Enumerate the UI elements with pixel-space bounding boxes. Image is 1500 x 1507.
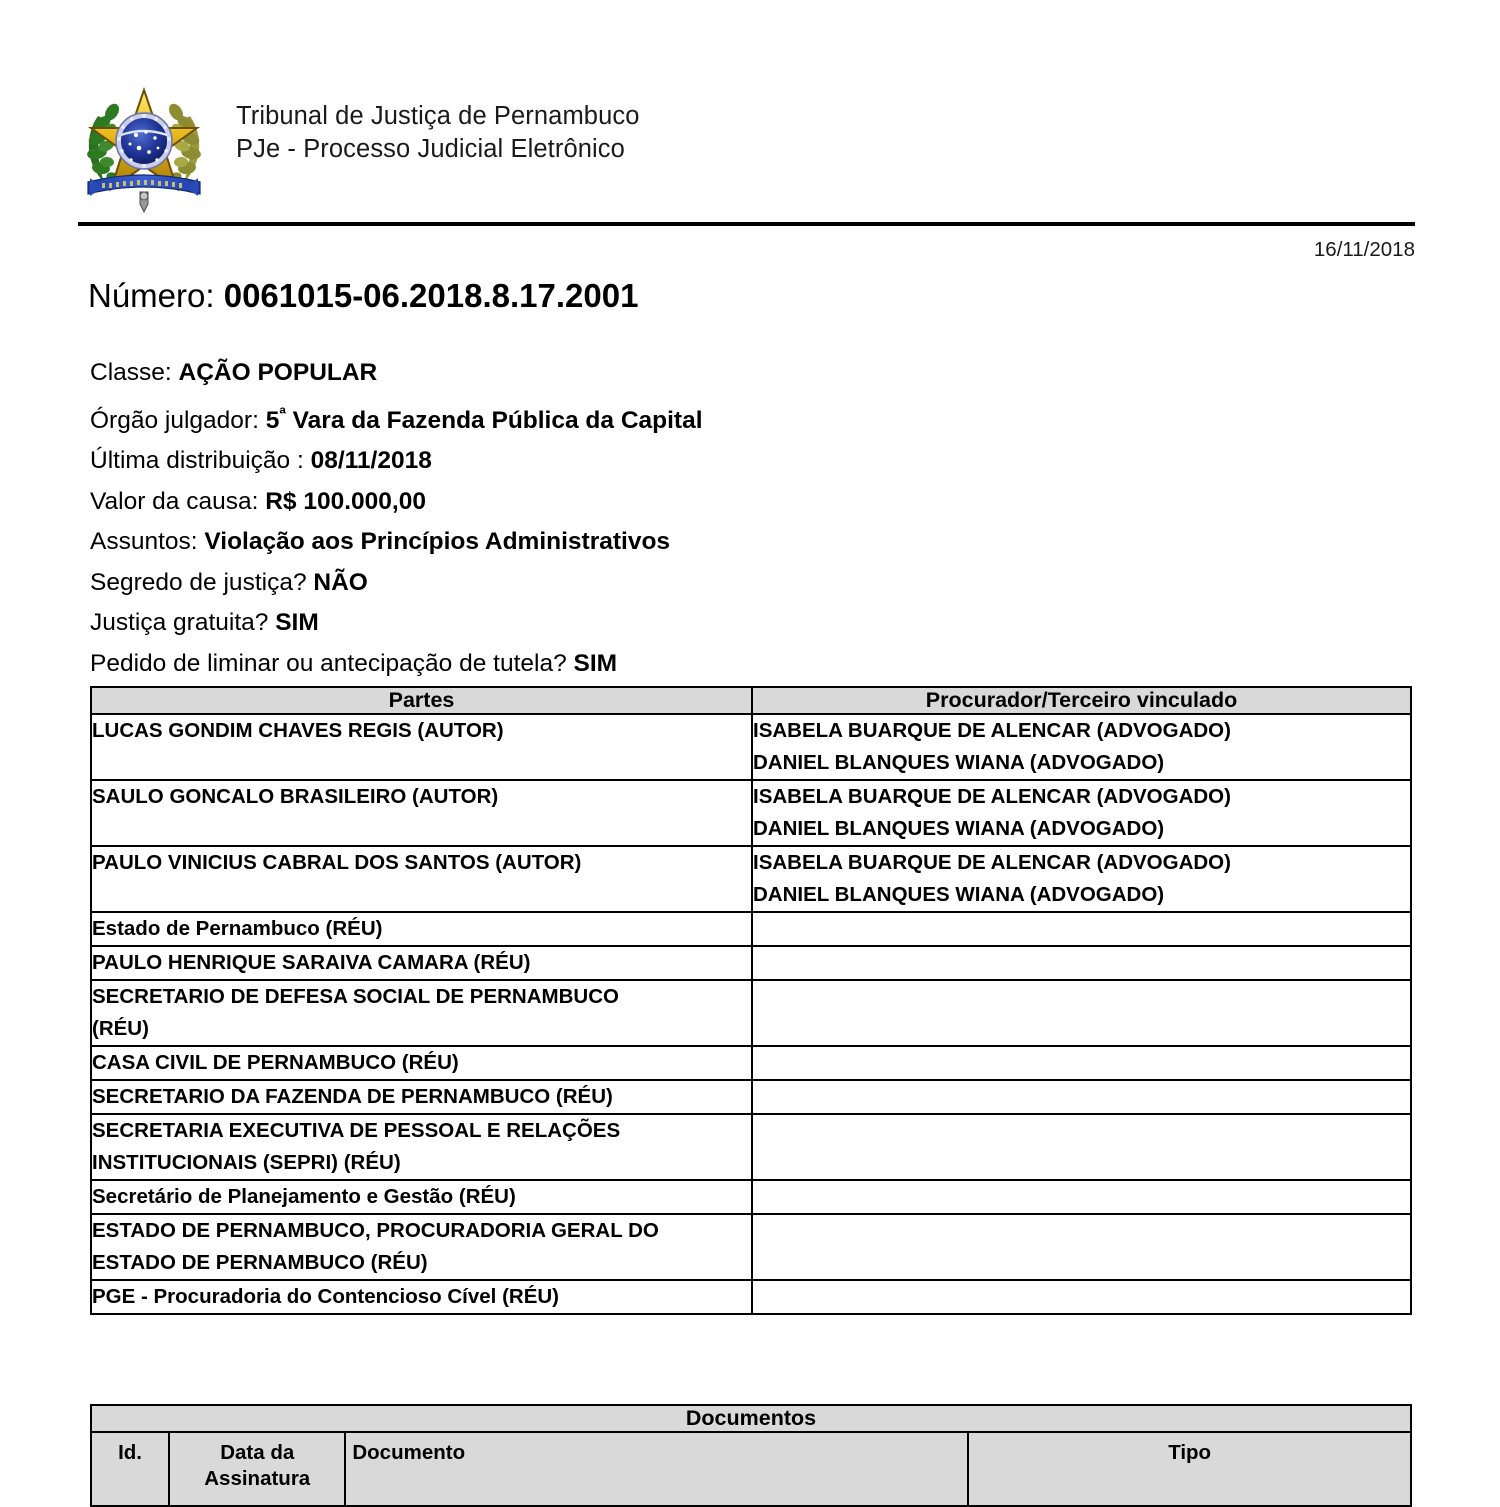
parte-cell <box>91 1114 752 1180</box>
documents-table <box>90 1404 1412 1507</box>
parte-cell <box>91 846 752 912</box>
table-row <box>91 846 1411 912</box>
procurador-cell <box>752 946 1411 980</box>
header-divider <box>78 222 1415 226</box>
parte-cell <box>91 1046 752 1080</box>
empty-cell <box>753 1215 1410 1247</box>
cell-line: CASA CIVIL DE PERNAMBUCO (RÉU) <box>92 1051 459 1074</box>
document-date: 16/11/2018 <box>1313 238 1415 261</box>
case-meta-value: R$ 100.000,00 <box>265 487 426 515</box>
procurador-cell <box>752 1280 1411 1314</box>
page-title <box>88 277 638 315</box>
parte-cell <box>91 1180 752 1214</box>
cell-line: ESTADO DE PERNAMBUCO, PROCURADORIA GERAL DO <box>92 1219 659 1242</box>
cell-line: SECRETARIO DA FAZENDA DE PERNAMBUCO (RÉU) <box>92 1085 613 1108</box>
case-meta-row <box>90 394 1410 442</box>
case-meta-label: Justiça gratuita? <box>90 609 276 637</box>
cell-line: Secretário de Planejamento e Gestão (RÉU) <box>92 1185 516 1208</box>
empty-cell <box>753 1281 1410 1313</box>
empty-cell <box>753 1115 1410 1147</box>
case-meta-value: NÃO <box>313 568 368 596</box>
parties-table-header-row <box>91 687 1411 714</box>
table-row <box>91 1280 1411 1314</box>
empty-cell <box>753 1181 1410 1213</box>
empty-cell <box>753 1047 1410 1079</box>
case-meta-value: $5^ª$ Vara da Fazenda Pública da Capital <box>265 403 703 434</box>
cell-line: Estado de Pernambuco (RÉU) <box>92 917 383 940</box>
procurador-cell <box>752 780 1411 846</box>
case-meta-row <box>90 563 1410 604</box>
cell-line: PAULO HENRIQUE SARAIVA CAMARA (RÉU) <box>92 951 531 974</box>
cell-line: (RÉU) <box>92 1017 149 1040</box>
numero-label: Número: <box>88 277 215 314</box>
cell-line: DANIEL BLANQUES WIANA (ADVOGADO) <box>753 751 1165 774</box>
ordinal-indicator: ª <box>279 403 286 424</box>
table-row <box>91 980 1411 1046</box>
cell-line: ESTADO DE PERNAMBUCO (RÉU) <box>92 1251 428 1274</box>
case-meta-label: Órgão julgador: <box>90 406 266 434</box>
case-meta-value: SIM <box>275 609 319 637</box>
parte-cell <box>91 980 752 1046</box>
cell-line: ISABELA BUARQUE DE ALENCAR (ADVOGADO) <box>753 719 1231 742</box>
procurador-cell <box>752 980 1411 1046</box>
procurador-cell <box>752 912 1411 946</box>
empty-cell <box>753 1081 1410 1113</box>
procurador-cell <box>752 714 1411 780</box>
document-header <box>78 78 1415 223</box>
cell-line: SECRETARIA EXECUTIVA DE PESSOAL E RELAÇÕES <box>92 1119 621 1142</box>
case-meta-label: Segredo de justiça? <box>90 568 314 596</box>
table-row <box>91 1180 1411 1214</box>
table-row <box>91 780 1411 846</box>
documents-title-row <box>91 1405 1411 1432</box>
column-header-data-assinatura: Data da Assinatura <box>169 1432 345 1506</box>
case-meta-row <box>90 603 1410 644</box>
empty-cell <box>753 947 1410 979</box>
case-meta-label: Valor da causa: <box>90 487 266 515</box>
cell-line: SAULO GONCALO BRASILEIRO (AUTOR) <box>92 785 499 808</box>
table-row <box>91 946 1411 980</box>
table-row <box>91 1080 1411 1114</box>
table-row <box>91 1046 1411 1080</box>
procurador-cell <box>752 846 1411 912</box>
procurador-cell <box>752 1180 1411 1214</box>
case-meta-row <box>90 522 1410 563</box>
empty-cell <box>753 981 1410 1013</box>
case-meta-label: Pedido de liminar ou antecipação de tutela? <box>90 649 574 677</box>
cell-line: LUCAS GONDIM CHAVES REGIS (AUTOR) <box>92 719 504 742</box>
parte-cell <box>91 946 752 980</box>
case-meta-label: Assuntos: <box>90 528 205 556</box>
procurador-cell <box>752 1114 1411 1180</box>
column-header-procurador: Procurador/Terceiro vinculado <box>752 687 1411 714</box>
brazil-coat-of-arms-icon <box>78 78 210 218</box>
case-meta-value: SIM <box>573 649 618 677</box>
cell-line: DANIEL BLANQUES WIANA (ADVOGADO) <box>753 817 1165 840</box>
cell-line: SECRETARIO DE DEFESA SOCIAL DE PERNAMBUCO <box>92 985 619 1008</box>
organization-title <box>236 78 640 166</box>
cell-line: INSTITUCIONAIS (SEPRI) (RÉU) <box>92 1151 401 1174</box>
cell-line: PAULO VINICIUS CABRAL DOS SANTOS (AUTOR) <box>92 851 582 874</box>
empty-cell <box>753 913 1410 945</box>
procurador-cell <box>752 1214 1411 1280</box>
table-row <box>91 1214 1411 1280</box>
case-meta-row <box>90 644 1410 685</box>
cell-line: ISABELA BUARQUE DE ALENCAR (ADVOGADO) <box>753 785 1231 808</box>
parte-cell <box>91 780 752 846</box>
cell-line: DANIEL BLANQUES WIANA (ADVOGADO) <box>753 883 1165 906</box>
parte-cell <box>91 1280 752 1314</box>
table-row <box>91 714 1411 780</box>
case-meta-row <box>90 482 1410 523</box>
cell-line: PGE - Procuradoria do Contencioso Cível (RÉU) <box>92 1285 560 1308</box>
case-meta-value: 08/11/2018 <box>310 447 432 475</box>
parties-table <box>90 686 1412 1315</box>
parte-cell <box>91 912 752 946</box>
procurador-cell <box>752 1046 1411 1080</box>
column-header-tipo: Tipo <box>968 1432 1411 1506</box>
parte-cell <box>91 714 752 780</box>
case-meta-value: Violação aos Princípios Administrativos <box>204 528 671 556</box>
table-row <box>91 912 1411 946</box>
case-meta-value: AÇÃO POPULAR <box>178 359 378 386</box>
table-row <box>91 1114 1411 1180</box>
parte-cell <box>91 1080 752 1114</box>
column-header-partes: Partes <box>91 687 752 714</box>
case-meta-label: Última distribuição : <box>90 447 311 475</box>
org-line-2: PJe - Processo Judicial Eletrônico <box>236 135 625 164</box>
case-meta-row <box>90 441 1410 482</box>
case-meta-label: Classe: <box>90 359 179 386</box>
parte-cell <box>91 1214 752 1280</box>
case-metadata <box>90 353 1410 684</box>
procurador-cell <box>752 1080 1411 1114</box>
column-header-documento: Documento <box>345 1432 968 1506</box>
cell-line: ISABELA BUARQUE DE ALENCAR (ADVOGADO) <box>753 851 1231 874</box>
documents-header-row <box>91 1432 1411 1506</box>
numero-value: 0061015-06.2018.8.17.2001 <box>223 277 639 314</box>
org-line-1: Tribunal de Justiça de Pernambuco <box>236 102 640 130</box>
column-header-id: Id. <box>91 1432 169 1506</box>
case-meta-row <box>90 353 1410 394</box>
documents-section-title: Documentos <box>91 1405 1411 1432</box>
